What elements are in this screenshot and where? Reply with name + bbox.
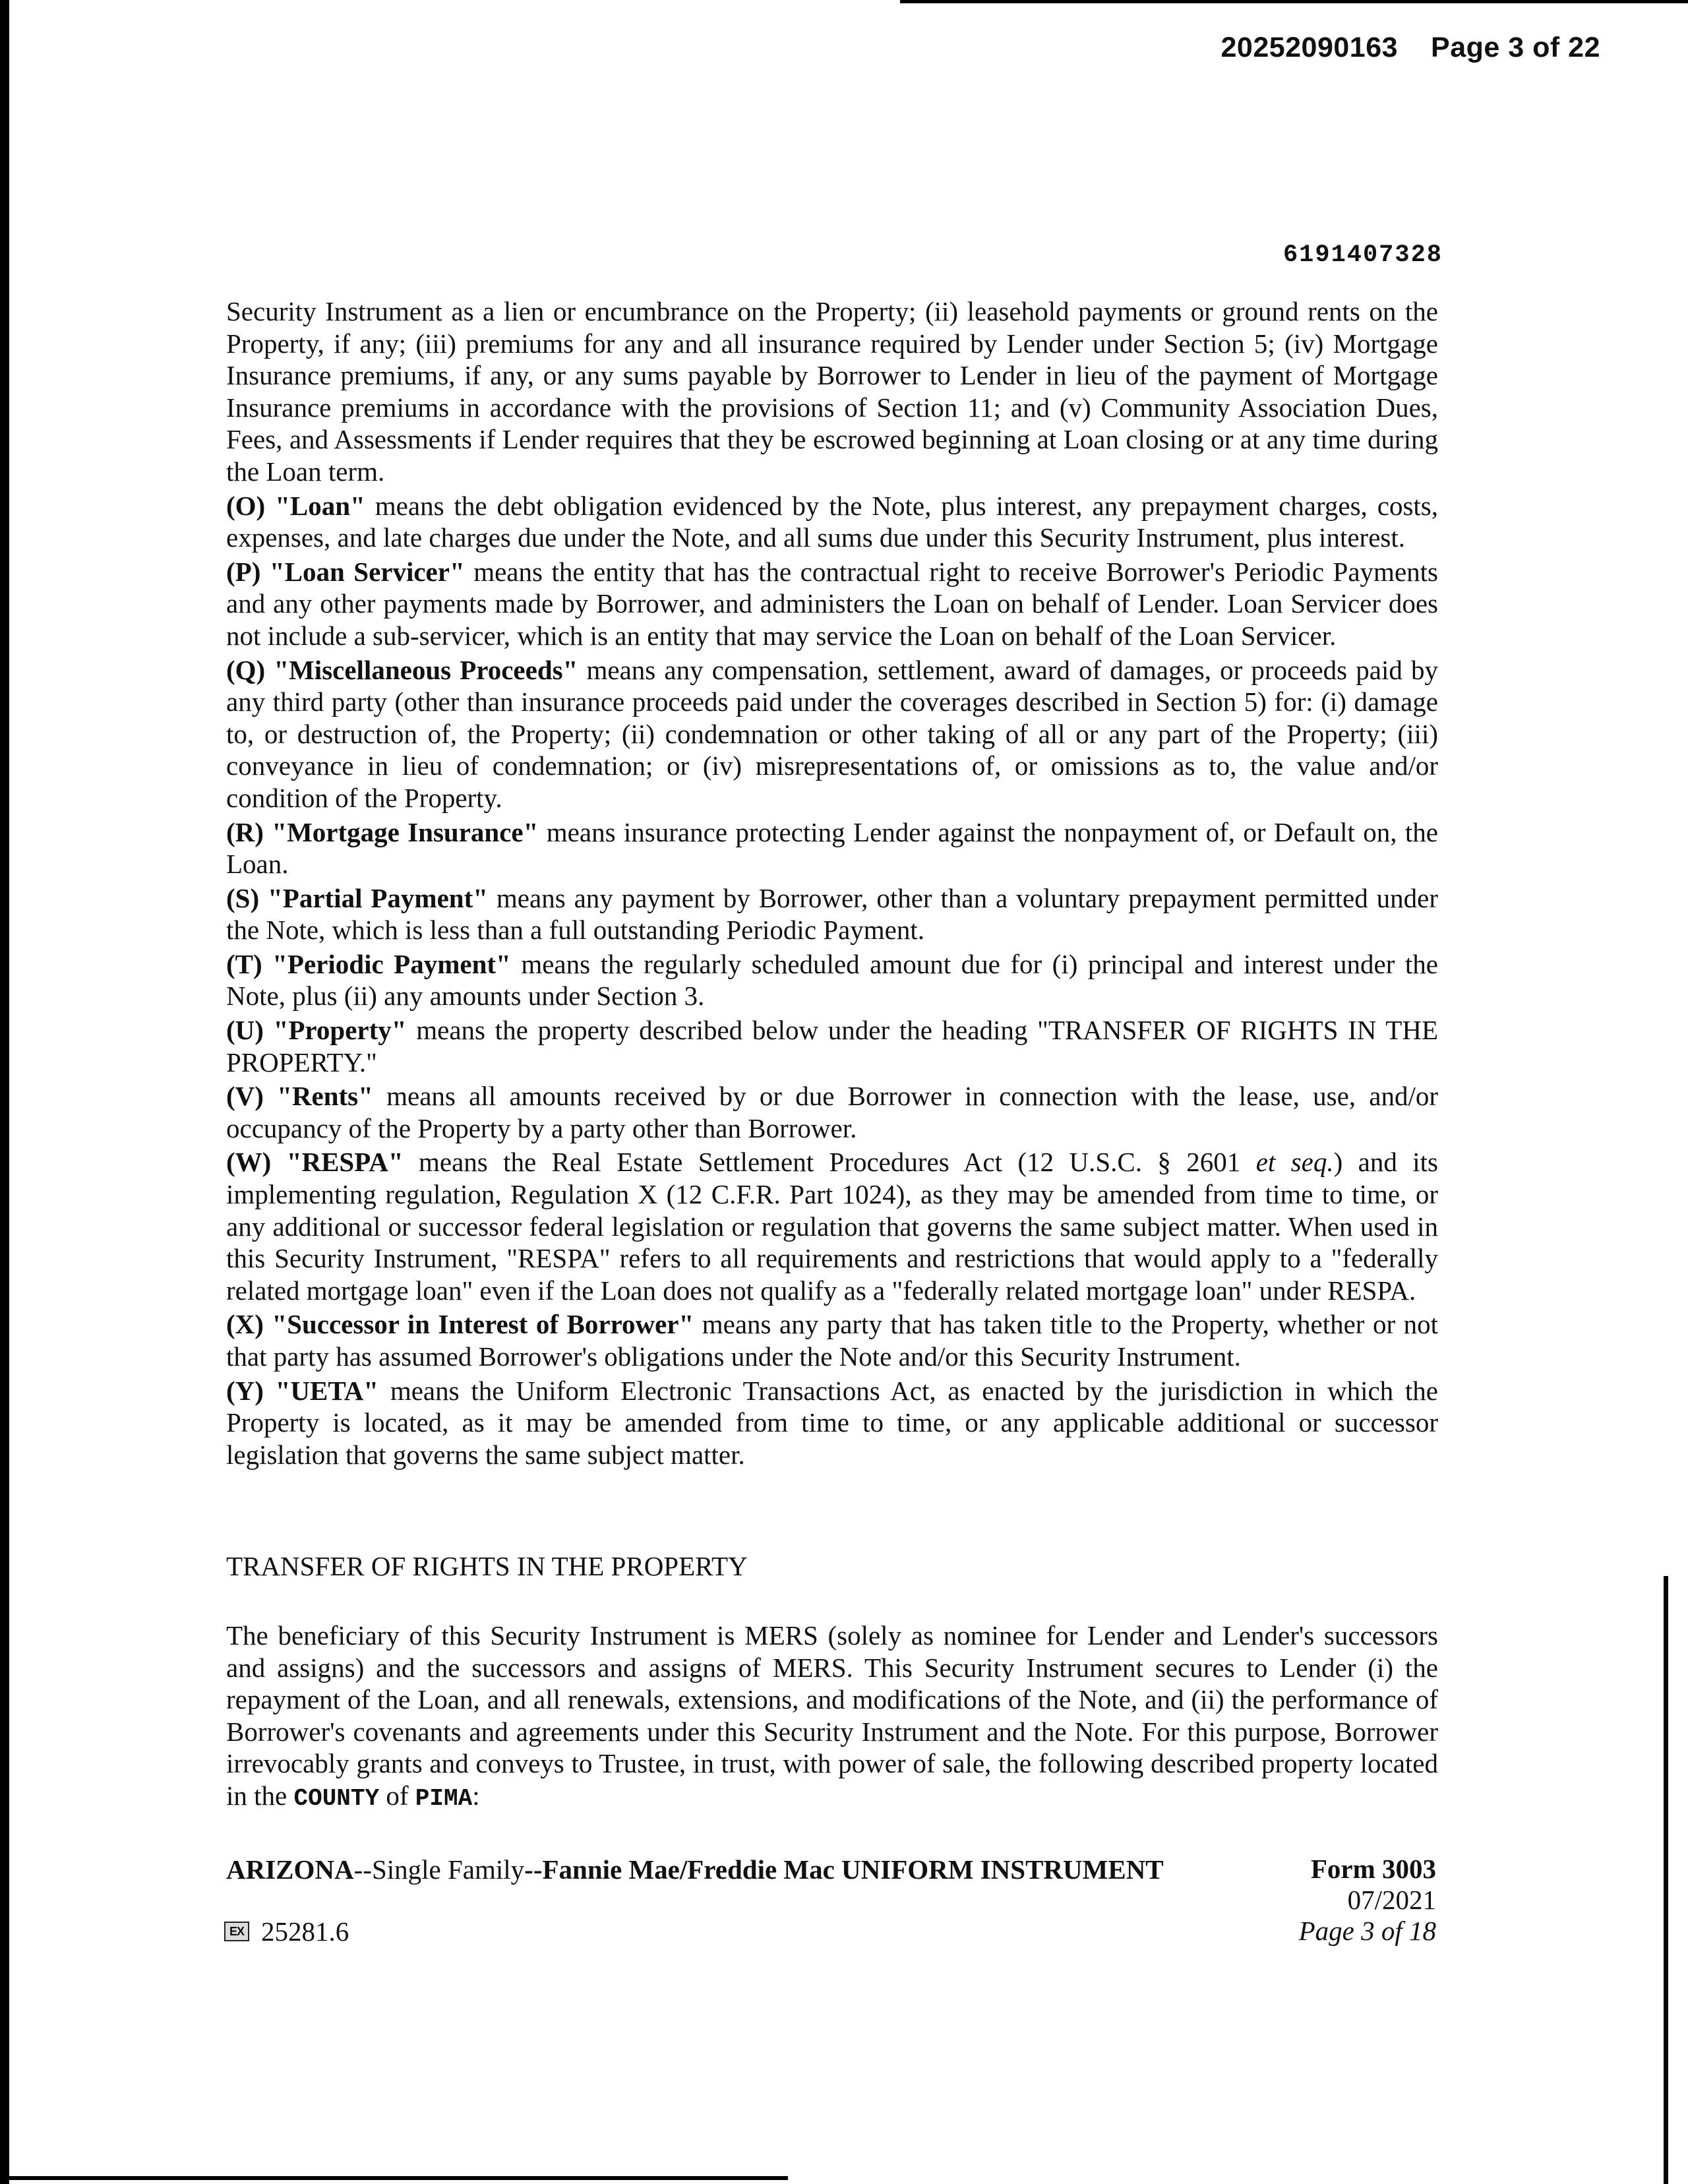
definition-loan: (O) "Loan" means the debt obligation evidenced by the Note, plus interest, any prepayment charges, costs, expenses, and late charges due under the Note, and all sums due under this Security Instrument, plus interest. bbox=[226, 490, 1438, 553]
transfer-paragraph: The beneficiary of this Security Instrument is MERS (solely as nominee for Lender and Lender's successors and assigns) and the successors and assigns of MERS. This Security Instrument secures to Lender (i) the repayment of the Loan, and all renewals, extensions, and modifications of the Note, and (ii) the performance of Borrower's covenants and agreements under this Security Instrument and the Note. For this purpose, Borrower irrevocably grants and conveys to Trustee, in trust, with power of sale, the following described property located in the COUNTY of PIMA: bbox=[226, 1620, 1438, 1812]
footer-doc-code bbox=[224, 1916, 349, 1947]
scan-left-edge bbox=[0, 0, 9, 2184]
recording-header bbox=[1221, 32, 1600, 64]
loan-number: 6191407328 bbox=[1282, 241, 1443, 269]
scan-top-rule bbox=[900, 0, 1688, 3]
recording-number: 20252090163 bbox=[1221, 32, 1399, 63]
definition-respa: (W) "RESPA" means the Real Estate Settlement Procedures Act (12 U.S.C. § 2601 et seq.) and its implementing regulation, Regulation X (12 C.F.R. Part 1024), as they may be amended from time to time, or any additional or successor federal legislation or regulation that governs the same subject matter. When used in this Security Instrument, "RESPA" refers to all requirements and restrictions that would apply to a "federally related mortgage loan" even if the Loan does not qualify as a "federally related mortgage loan" under RESPA. bbox=[226, 1147, 1439, 1306]
definition-partial-payment: (S) "Partial Payment" means any payment by Borrower, other than a voluntary prepayment permitted under the Note, which is less than a full outstanding Periodic Payment. bbox=[226, 882, 1438, 946]
term-label: (Y) "UETA" bbox=[226, 1375, 379, 1406]
form-date: 07/2021 bbox=[1347, 1885, 1436, 1915]
form-number: Form 3003 bbox=[1310, 1854, 1436, 1884]
doc-code: 25281.6 bbox=[261, 1916, 349, 1947]
definition-miscellaneous-proceeds: (Q) "Miscellaneous Proceeds" means any compensation, settlement, award of damages, or proceeds paid by any third party (other than insurance proceeds paid under the coverages described in Section 5) for: (i) damage to, or destruction of, the Property; (ii) condemnation or other taking of all or any part of the Property; (iii) conveyance in lieu of condemnation; or (iv) misrepresentations of, or omissions as to, the value and/or condition of the Property. bbox=[226, 654, 1438, 813]
definition-successor-in-interest: (X) "Successor in Interest of Borrower" means any party that has taken title to the Property, whether or not that party has assumed Borrower's obligations under the Note and/or this Security Instrument. bbox=[226, 1309, 1438, 1372]
term-label: (O) "Loan" bbox=[226, 490, 365, 521]
definitions-body bbox=[226, 295, 1438, 1472]
term-label: (Q) "Miscellaneous Proceeds" bbox=[226, 654, 578, 685]
form-info bbox=[1299, 1854, 1436, 1947]
term-label: (R) "Mortgage Insurance" bbox=[226, 816, 539, 847]
ellie-mae-ex-icon: EX bbox=[224, 1922, 249, 1941]
term-label: (P) "Loan Servicer" bbox=[226, 556, 465, 587]
definition-periodic-payment: (T) "Periodic Payment" means the regularly scheduled amount due for (i) principal and interest under the Note, plus (ii) any amounts under Section 3. bbox=[226, 948, 1438, 1012]
term-label: (U) "Property" bbox=[226, 1015, 407, 1046]
term-label: (X) "Successor in Interest of Borrower" bbox=[226, 1309, 694, 1340]
definition-mortgage-insurance: (R) "Mortgage Insurance" means insurance protecting Lender against the nonpayment of, or Default on, the Loan. bbox=[226, 816, 1438, 880]
scan-right-edge bbox=[1664, 1576, 1668, 2184]
definition-continuation: Security Instrument as a lien or encumbrance on the Property; (ii) leasehold payments or ground rents on the Property, if any; (iii) premiums for any and all insurance required by Lender under Section 5; (iv) Mortgage Insurance premiums, if any, or any sums payable by Borrower to Lender in lieu of the payment of Mortgage Insurance premiums in accordance with the provisions of Section 11; and (v) Community Association Dues, Fees, and Assessments if Lender requires that they be escrowed beginning at Loan closing or at any time during the Loan term. bbox=[226, 296, 1438, 487]
definition-loan-servicer: (P) "Loan Servicer" means the entity that has the contractual right to receive Borrower's Periodic Payments and any other payments made by Borrower, and administers the Loan on behalf of Lender. Loan Servicer does not include a sub-servicer, which is an entity that may service the Loan on behalf of the Loan Servicer. bbox=[226, 556, 1438, 651]
county-label: COUNTY bbox=[293, 1784, 380, 1812]
recording-page: Page 3 of 22 bbox=[1431, 32, 1600, 63]
form-title: ARIZONA--Single Family--Fannie Mae/Freddie Mac UNIFORM INSTRUMENT bbox=[226, 1854, 1164, 1885]
definition-rents: (V) "Rents" means all amounts received by or due Borrower in connection with the lease, use, and/or occupancy of the Property by a party other than Borrower. bbox=[226, 1081, 1438, 1143]
term-label: (S) "Partial Payment" bbox=[226, 882, 488, 913]
scan-bottom-rule bbox=[0, 2176, 788, 2180]
term-label: (W) "RESPA" bbox=[226, 1147, 404, 1178]
term-label: (T) "Periodic Payment" bbox=[226, 948, 511, 979]
definition-ueta: (Y) "UETA" means the Uniform Electronic Transactions Act, as enacted by the jurisdiction in which the Property is located, as it may be amended from time to time, or any applicable additional or successor legislation that governs the same subject matter. bbox=[226, 1375, 1438, 1470]
term-label: (V) "Rents" bbox=[226, 1081, 373, 1112]
transfer-heading: TRANSFER OF RIGHTS IN THE PROPERTY bbox=[226, 1551, 748, 1581]
form-page: Page 3 of 18 bbox=[1298, 1916, 1436, 1946]
definition-property: (U) "Property" means the property described below under the heading "TRANSFER OF RIGHTS IN THE PROPERTY." bbox=[226, 1015, 1439, 1077]
county-name: PIMA bbox=[415, 1784, 473, 1812]
